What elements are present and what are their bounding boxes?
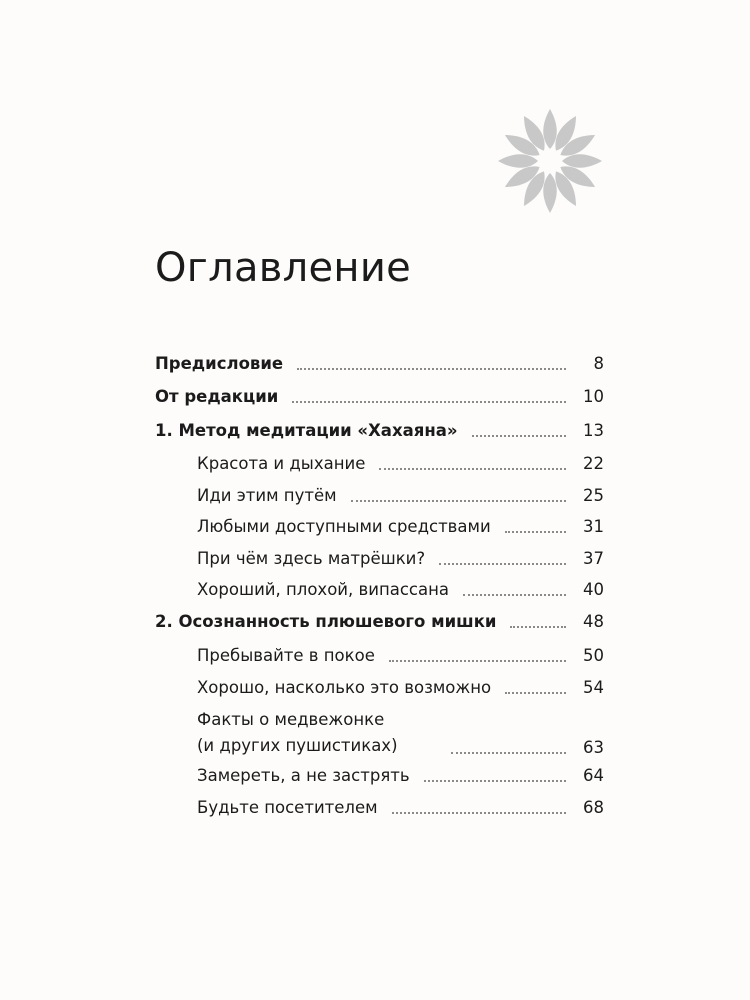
toc-entry-title: Пребывайте в покое <box>197 646 375 665</box>
page-title: Оглавление <box>155 245 412 291</box>
toc-entry[interactable] <box>155 386 604 408</box>
toc-entry-title: 2. Осознанность плюшевого мишки <box>155 612 497 631</box>
toc-entry-title: Хорошо, насколько это возможно <box>197 678 492 697</box>
toc-entry[interactable] <box>155 353 604 375</box>
toc-entry-page: 13 <box>583 421 604 440</box>
toc-entry-page: 40 <box>583 580 604 599</box>
dot-leader <box>472 435 566 437</box>
dot-leader <box>351 500 566 502</box>
toc-entry[interactable] <box>197 677 604 699</box>
dot-leader <box>463 594 566 596</box>
toc-entry-page: 31 <box>583 517 604 536</box>
ornament-petal <box>562 154 602 168</box>
toc-entry-page: 22 <box>583 454 604 473</box>
toc-entry[interactable] <box>197 707 604 759</box>
dot-leader <box>379 468 566 470</box>
toc-entry-title: 1. Метод медитации «Хахаяна» <box>155 421 458 440</box>
toc-entry-title: Красота и дыхание <box>197 454 366 473</box>
toc-entry[interactable] <box>197 453 604 475</box>
dot-leader <box>451 752 566 754</box>
toc-entry[interactable] <box>197 765 604 787</box>
toc-entry-page: 68 <box>583 798 604 817</box>
toc-entry-title-line1: Факты о медвежонке <box>197 710 385 729</box>
toc-entry-title-line2: (и других пушистиках) <box>197 736 398 755</box>
toc-entry-title: Иди этим путём <box>197 486 337 505</box>
toc-entry-title: Будьте посетителем <box>197 798 378 817</box>
toc-entry-page: 10 <box>583 387 604 406</box>
toc-entry-page: 25 <box>583 486 604 505</box>
toc-entry[interactable] <box>155 420 604 442</box>
dot-leader <box>505 692 566 694</box>
toc-entry[interactable] <box>155 611 604 633</box>
dot-leader <box>439 563 566 565</box>
toc-entry-page: 50 <box>583 646 604 665</box>
toc-entry[interactable] <box>197 579 604 601</box>
toc-entry[interactable] <box>197 548 604 570</box>
dot-leader <box>510 626 566 628</box>
ornament-petal <box>498 154 538 168</box>
toc-entry-page: 54 <box>583 678 604 697</box>
toc-entry[interactable] <box>197 516 604 538</box>
toc-entry-page: 37 <box>583 549 604 568</box>
toc-entry[interactable] <box>197 797 604 819</box>
toc-entry-title: Предисловие <box>155 354 284 373</box>
flower-ornament-icon <box>497 108 603 214</box>
dot-leader <box>297 368 566 370</box>
toc-entry[interactable] <box>197 485 604 507</box>
dot-leader <box>505 531 566 533</box>
ornament-petal <box>543 109 557 149</box>
dot-leader <box>292 401 566 403</box>
toc-entry-title <box>197 707 437 759</box>
toc-entry-title: Замереть, а не застрять <box>197 766 410 785</box>
toc-entry-title: При чём здесь матрёшки? <box>197 549 426 568</box>
toc-entry-page: 64 <box>583 766 604 785</box>
toc-entry-page: 63 <box>583 738 604 757</box>
ornament-petal <box>543 173 557 213</box>
dot-leader <box>389 660 566 662</box>
dot-leader <box>424 780 566 782</box>
toc-entry-title: Хороший, плохой, випассана <box>197 580 450 599</box>
toc-entry-title: От редакции <box>155 387 279 406</box>
toc-entry-page: 8 <box>593 354 604 373</box>
toc-entry-title: Любыми доступными средствами <box>197 517 491 536</box>
dot-leader <box>392 812 566 814</box>
toc-entry-page: 48 <box>583 612 604 631</box>
toc-entry[interactable] <box>197 645 604 667</box>
